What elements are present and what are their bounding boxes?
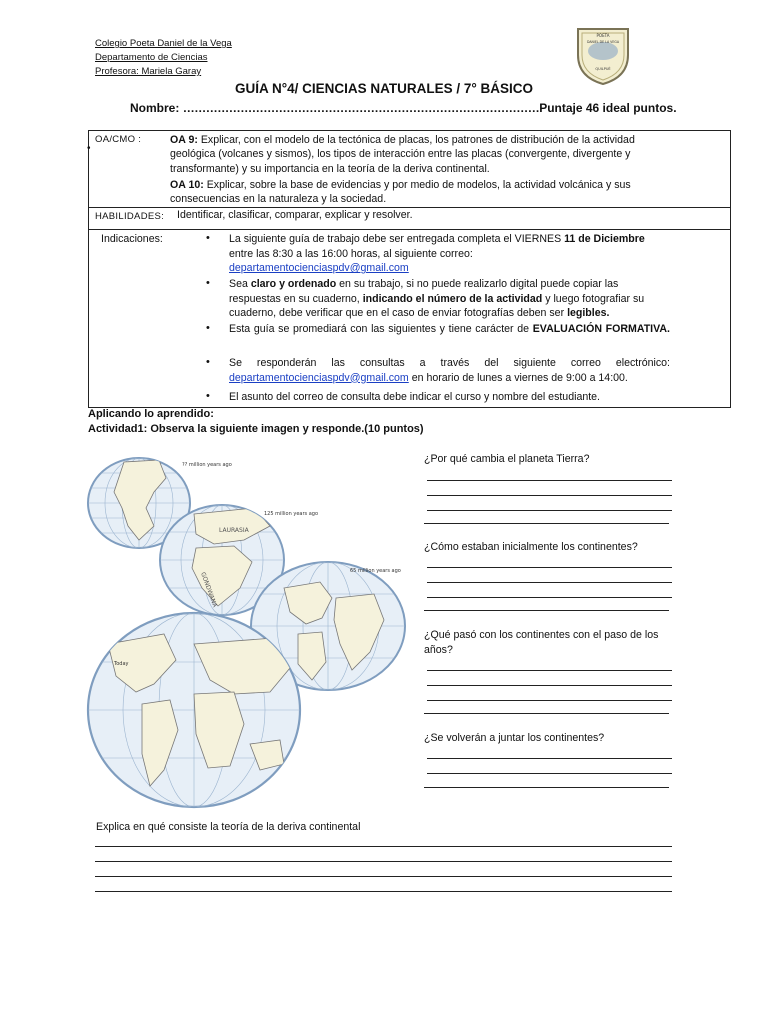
answer-line[interactable]: [95, 876, 672, 877]
question-4: ¿Se volverán a juntar los continentes?: [424, 732, 605, 744]
school-name: Colegio Poeta Daniel de la Vega: [95, 38, 232, 49]
page-title: GUÍA N°4/ CIENCIAS NATURALES / 7° BÁSICO: [234, 81, 534, 96]
activity-title: Actividad1: Observa la siguiente imagen y responde.(10 puntos): [88, 423, 424, 435]
activity-heading: Aplicando lo aprendido:: [88, 408, 214, 420]
oa9-label: OA 9:: [170, 134, 198, 146]
instruction-2-f: legibles.: [567, 307, 610, 320]
oa-label: OA/CMO :: [95, 134, 142, 145]
final-question: Explica en qué consiste la teoría de la deriva continental: [96, 821, 361, 833]
instruction-2-e: y luego fotografiar su cuaderno, debe verificar que en el caso de enviar fotografías deben ser: [229, 292, 645, 320]
instruction-2-d: indicando el número de la actividad: [362, 292, 543, 305]
skills-label: HABILIDADES:: [95, 211, 165, 222]
answer-line[interactable]: [427, 510, 672, 511]
instruction-2-a: Sea: [229, 278, 248, 290]
answer-line[interactable]: [427, 685, 672, 686]
skills-text: Identificar, clasificar, comparar, explicar y resolver.: [177, 209, 413, 221]
name-label: Nombre:: [130, 101, 180, 115]
oa10-body: Explicar, sobre la base de evidencias y por medio de modelos, la actividad volcánica y sus consecuencias en la naturaleza y la sociedad.: [170, 179, 631, 206]
bullet-4: •: [206, 356, 210, 368]
instruction-1-line2: entre las 8:30 a las 16:00 horas, al siguiente correo:: [229, 247, 473, 260]
answer-line[interactable]: [424, 787, 669, 788]
school-logo: [574, 25, 632, 87]
instruction-2: [229, 277, 670, 321]
answer-line[interactable]: [424, 610, 669, 611]
instruction-1: [229, 232, 670, 276]
answer-line[interactable]: [427, 480, 672, 481]
oa-bullet: •: [87, 143, 91, 154]
teacher-name: Profesora: Mariela Garay: [95, 66, 202, 77]
oa10-label: OA 10:: [170, 179, 204, 191]
instructions-label: Indicaciones:: [101, 233, 163, 245]
question-1: ¿Por qué cambia el planeta Tierra?: [424, 453, 590, 465]
globe-label-2: 125 million years ago: [264, 511, 319, 517]
instruction-4-tail: en horario de lunes a viernes de 9:00 a 14:00.: [411, 371, 628, 384]
instruction-3: [229, 322, 670, 337]
instruction-2-c: en su trabajo, si no puede realizarlo digital puede copiar las respuestas en su cuaderno,: [229, 278, 619, 305]
bullet-2: •: [206, 277, 210, 289]
answer-line[interactable]: [95, 891, 672, 892]
due-date: 11 de Diciembre: [564, 233, 645, 245]
name-field: [130, 101, 677, 115]
logo-text-1: POETA: [596, 33, 610, 38]
question-2: ¿Cómo estaban inicialmente los continentes?: [424, 541, 638, 553]
instruction-4: [229, 356, 670, 385]
globe-label-4: Today: [114, 661, 129, 667]
instruction-3-b: EVALUACIÓN FORMATIVA.: [532, 323, 670, 335]
answer-line[interactable]: [95, 846, 672, 847]
bullet-1: •: [206, 232, 210, 244]
name-dots[interactable]: …………………………………………………………………………………: [182, 101, 540, 115]
gondwana-label: GONDWANA: [199, 571, 219, 609]
question-3: ¿Qué pasó con los continentes con el paso de los años?: [424, 629, 659, 656]
oa9-text: [170, 133, 658, 176]
oa10-text: [170, 178, 658, 207]
globe-label-1: ?? million years ago: [182, 462, 232, 468]
bullet-3: •: [206, 322, 210, 334]
department-name: Departamento de Ciencias: [95, 52, 208, 63]
instruction-3-line: [229, 322, 670, 337]
answer-line[interactable]: [424, 713, 669, 714]
oa9-body: Explicar, con el modelo de la tectónica de placas, los patrones de distribución de la actividad geológica (volcanes y sismos), los tipos de interacción entre las placas (convergente, divergente y transformante) y su importancia en la teoría de la deriva continental.: [170, 134, 635, 175]
answer-line[interactable]: [427, 758, 672, 759]
laurasia-label: LAURASIA: [219, 527, 249, 534]
instruction-5: El asunto del correo de consulta debe indicar el curso y nombre del estudiante.: [229, 391, 601, 403]
answer-line[interactable]: [95, 861, 672, 862]
email-link-1[interactable]: departamentocienciaspdv@gmail.com: [229, 262, 409, 275]
objectives-box: [88, 130, 731, 208]
logo-text-2: DANIEL DE LA VEGA: [586, 40, 620, 44]
skills-box: [88, 207, 731, 230]
answer-line[interactable]: [427, 495, 672, 496]
answer-line[interactable]: [424, 523, 669, 524]
answer-line[interactable]: [427, 700, 672, 701]
answer-line[interactable]: [427, 567, 672, 568]
globe-label-3: 65 million years ago: [350, 568, 401, 574]
logo-text-3: QUILPUÉ: [595, 67, 611, 71]
instruction-1-text: La siguiente guía de trabajo debe ser entregada completa el VIERNES: [229, 233, 562, 245]
instruction-2-b: claro y ordenado: [250, 278, 337, 290]
answer-line[interactable]: [427, 582, 672, 583]
continental-drift-illustration: [84, 448, 410, 812]
answer-line[interactable]: [427, 597, 672, 598]
answer-line[interactable]: [427, 773, 672, 774]
email-link-2[interactable]: departamentocienciaspdv@gmail.com: [229, 371, 409, 384]
instruction-4-line2: [229, 371, 670, 386]
score-text: Puntaje 46 ideal puntos.: [539, 101, 677, 115]
globe-today: [88, 613, 300, 807]
instruction-4-line1: Se responderán las consultas a través del siguiente correo electrónico:: [229, 357, 670, 369]
instruction-3-a: Esta guía se promediará con las siguientes y tiene carácter de: [229, 323, 530, 335]
bullet-5: •: [206, 390, 210, 402]
answer-line[interactable]: [427, 670, 672, 671]
